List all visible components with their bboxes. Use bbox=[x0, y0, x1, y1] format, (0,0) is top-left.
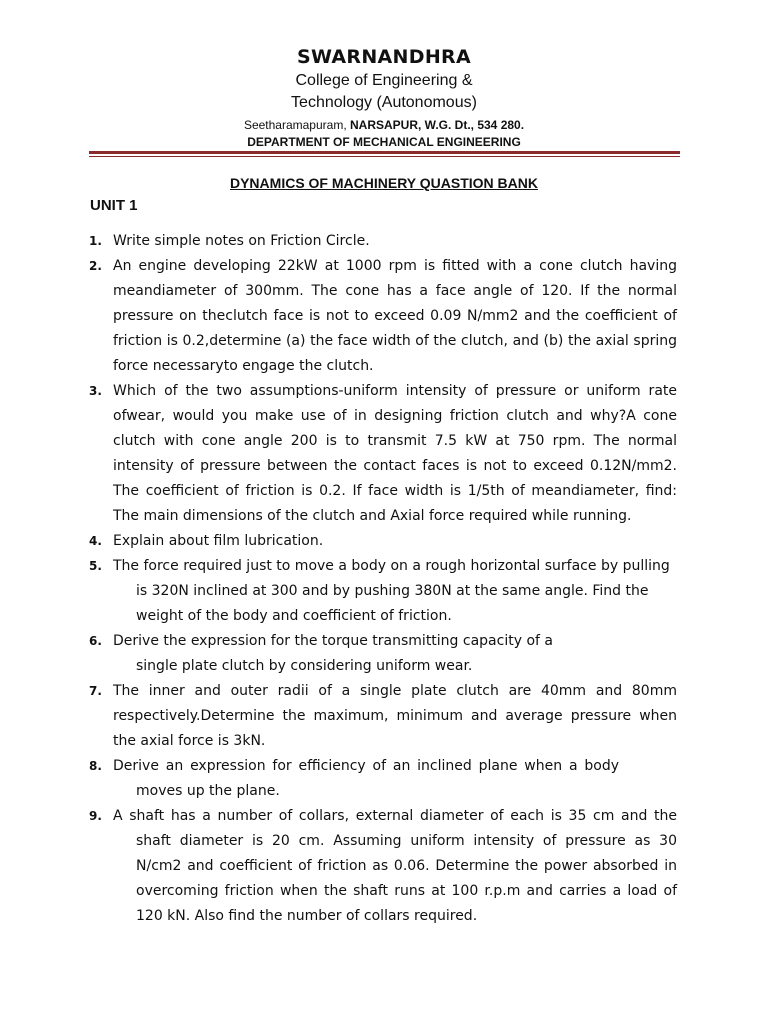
address-prefix: Seetharamapuram, bbox=[243, 118, 350, 132]
question-text: The force required just to move a body on a rough horizontal surface by pulling is 320N inclined at 300 and by pushing 380N at the same angle. Find the weight of the body and coefficient of friction. bbox=[113, 558, 670, 624]
question-text: Explain about film lubrication. bbox=[113, 533, 324, 549]
question-text: The inner and outer radii of a single plate clutch are 40mm and 80mm respectively.Determine the maximum, minimum and average pressure when the axial force is 3kN. bbox=[113, 683, 677, 749]
address bbox=[0, 117, 768, 134]
question-text: Derive the expression for the torque transmitting capacity of a single plate clutch by considering uniform wear. bbox=[113, 633, 553, 674]
question-text: Which of the two assumptions-uniform intensity of pressure or uniform rate ofwear, would you make use of in designing friction clutch and why?A cone clutch with cone angle 200 is to transmit 7.5 kW at 750 rpm. The normal intensity of pressure between the contact faces is not to exceed 0.12N/mm2. The coefficient of friction is 0.2. If face width is 1/5th of meandiameter, find: The main dimensions of the clutch and Axial force required while running. bbox=[113, 383, 677, 524]
question-number: 7. bbox=[89, 684, 102, 698]
department-name: DEPARTMENT OF MECHANICAL ENGINEERING bbox=[247, 135, 521, 149]
question-number: 6. bbox=[89, 634, 102, 648]
question-item bbox=[89, 229, 677, 254]
unit-heading: UNIT 1 bbox=[90, 197, 138, 214]
question-item bbox=[89, 679, 677, 754]
question-item bbox=[89, 379, 677, 529]
question-number: 8. bbox=[89, 759, 102, 773]
letterhead bbox=[0, 44, 768, 150]
institution-name: SWARNANDHRA bbox=[297, 46, 471, 68]
header-rule-thin bbox=[89, 156, 680, 157]
question-item bbox=[89, 754, 677, 804]
question-text: Derive an expression for efficiency of an inclined plane when a body moves up the plane. bbox=[113, 758, 619, 799]
header-rule-thick bbox=[89, 151, 680, 154]
question-item bbox=[89, 554, 677, 629]
address-bold: NARSAPUR, W.G. Dt., 534 280. bbox=[350, 118, 525, 132]
question-item bbox=[89, 529, 677, 554]
college-subtitle-line2: Technology (Autonomous) bbox=[291, 94, 477, 111]
question-number: 4. bbox=[89, 534, 102, 548]
question-number: 3. bbox=[89, 384, 102, 398]
question-list bbox=[89, 229, 677, 929]
document-title: DYNAMICS OF MACHINERY QUASTION BANK bbox=[229, 175, 538, 191]
question-text: Write simple notes on Friction Circle. bbox=[113, 233, 370, 249]
question-number: 2. bbox=[89, 259, 102, 273]
question-item bbox=[89, 629, 677, 679]
college-subtitle-line1: College of Engineering & bbox=[295, 72, 473, 89]
question-item bbox=[89, 254, 677, 379]
question-text: An engine developing 22kW at 1000 rpm is fitted with a cone clutch having meandiameter of 300mm. The cone has a face angle of 120. If the normal pressure on theclutch face is not to exceed 0.09 N/mm2 and the coefficient of friction is 0.2,determine (a) the face width of the clutch, and (b) the axial spring force necessaryto engage the clutch. bbox=[113, 258, 677, 374]
question-number: 9. bbox=[89, 809, 102, 823]
question-number: 1. bbox=[89, 234, 102, 248]
question-item bbox=[89, 804, 677, 929]
question-text: A shaft has a number of collars, external diameter of each is 35 cm and the shaft diameter is 20 cm. Assuming uniform intensity of pressure as 30 N/cm2 and coefficient of friction as 0.06. Determine the power absorbed in overcoming friction when the shaft runs at 100 r.p.m and carries a load of 120 kN. Also find the number of collars required. bbox=[113, 808, 677, 924]
question-number: 5. bbox=[89, 559, 102, 573]
